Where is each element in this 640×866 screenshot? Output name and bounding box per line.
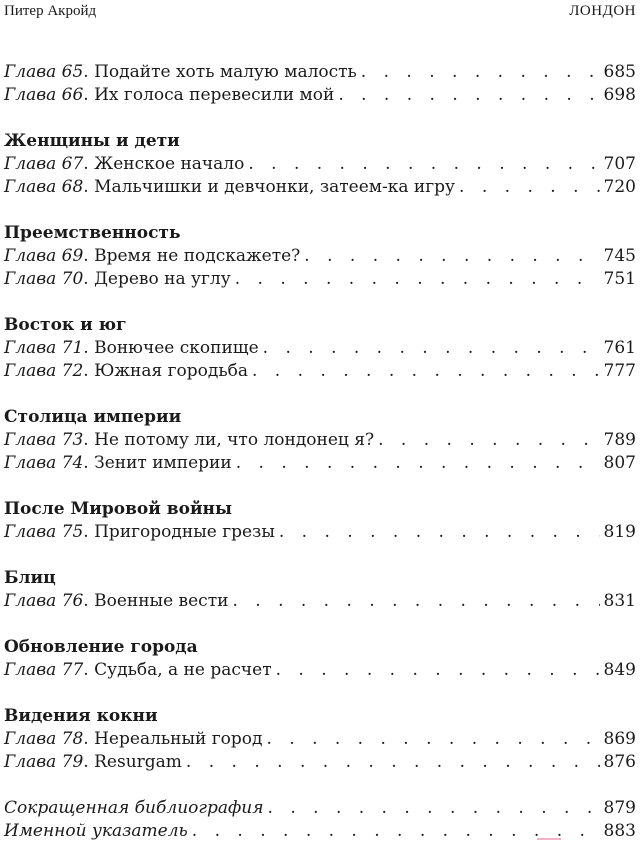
page-number: 720 [603,177,636,197]
page-number: 777 [603,361,636,381]
page-number: 819 [603,522,636,542]
toc-entry[interactable] [4,521,636,544]
page-number: 685 [603,62,636,82]
entry-label: Глава 73. Не потому ли, что лондонец я? [4,430,375,450]
chapter-title: Военные вести [94,591,229,611]
chapter-number: 78 [61,729,84,749]
chapter-word: Глава [4,729,57,749]
author-name: Питер Акройд [4,3,97,19]
toc-entry[interactable] [4,84,636,107]
toc-section [4,130,636,199]
section-title: Блиц [4,568,56,588]
dot-leader [263,337,600,360]
toc-entry[interactable] [4,360,636,383]
entry-label: Глава 71. Вонючее скопище [4,338,259,358]
chapter-word: Глава [4,85,57,105]
chapter-title: Resurgam [94,752,182,772]
toc-entry[interactable] [4,61,636,84]
page-number: 761 [603,338,636,358]
page-number: 831 [603,591,636,611]
running-head [4,0,636,22]
chapter-title: Мальчишки и девчонки, затеем-ка игру [94,177,456,197]
chapter-word: Глава [4,522,57,542]
dot-leader [186,751,600,774]
entry-label: Глава 70. Дерево на углу [4,269,231,289]
toc-entry[interactable] [4,590,636,613]
chapter-number: 67 [61,154,84,174]
dot-leader [361,61,600,84]
chapter-title: Вонючее скопище [94,338,259,358]
chapter-number: 74 [61,453,84,473]
page-number: 745 [603,246,636,266]
toc-section [4,567,636,613]
section-title: После Мировой войны [4,499,233,519]
dot-leader [279,521,600,544]
chapter-word: Глава [4,430,57,450]
toc-section [4,314,636,383]
page-number: 698 [603,85,636,105]
entry-label: Глава 74. Зенит империи [4,453,232,473]
toc-section [4,498,636,544]
dot-leader [268,797,600,820]
chapter-number: 75 [61,522,84,542]
toc-section [4,222,636,291]
chapter-number: 68 [61,177,84,197]
dot-leader [252,360,600,383]
chapter-title: Судьба, а не расчет [94,660,272,680]
toc-section [4,705,636,774]
chapter-word: Глава [4,62,57,82]
chapter-number: 79 [61,752,84,772]
toc-entry[interactable] [4,728,636,751]
toc-appendix [4,797,636,843]
table-of-contents [4,61,636,866]
chapter-word: Глава [4,338,57,358]
page-number: 789 [603,430,636,450]
chapter-word: Глава [4,591,57,611]
entry-label: Глава 67. Женское начало [4,154,245,174]
page-number: 707 [603,154,636,174]
toc-entry[interactable] [4,452,636,475]
dot-leader [378,429,599,452]
entry-label: Глава 72. Южная городьба [4,361,248,381]
chapter-title: Дерево на углу [94,269,231,289]
page-number: 879 [603,798,636,818]
pink-mark [537,838,561,840]
section-title: Видения кокни [4,706,158,726]
section-title: Обновление города [4,637,198,657]
dot-leader [232,590,599,613]
toc-entry[interactable] [4,245,636,268]
page-number: 807 [603,453,636,473]
entry-label: Глава 65. Подайте хоть малую малость [4,62,357,82]
chapter-title: Нереальный город [94,729,263,749]
toc-section [4,406,636,475]
page-number: 883 [603,821,636,841]
toc-entry[interactable] [4,176,636,199]
toc-section [4,61,636,107]
appendix-entry[interactable] [4,797,636,820]
dot-leader [338,84,599,107]
chapter-title: Время не подскажете? [94,246,301,266]
chapter-number: 73 [61,430,84,450]
entry-label: Глава 76. Военные вести [4,591,229,611]
page-number: 849 [603,660,636,680]
page-number: 869 [603,729,636,749]
chapter-title: Женское начало [94,154,245,174]
chapter-word: Глава [4,154,57,174]
chapter-number: 77 [61,660,84,680]
section-title: Восток и юг [4,315,127,335]
toc-entry[interactable] [4,751,636,774]
chapter-word: Глава [4,752,57,772]
dot-leader [276,659,600,682]
appendix-title: Сокращенная библиография [4,798,264,818]
chapter-word: Глава [4,453,57,473]
dot-leader [266,728,599,751]
dot-leader [459,176,600,199]
chapter-number: 65 [61,62,84,82]
section-title: Женщины и дети [4,131,180,151]
chapter-title: Южная городьба [94,361,248,381]
toc-entry[interactable] [4,268,636,291]
chapter-word: Глава [4,246,57,266]
chapter-title: Пригородные грезы [94,522,275,542]
chapter-word: Глава [4,177,57,197]
chapter-title: Зенит империи [94,453,232,473]
entry-label: Глава 79. Resurgam [4,752,182,772]
dot-leader [304,245,599,268]
entry-label: Глава 78. Нереальный город [4,729,263,749]
chapter-title: Подайте хоть малую малость [94,62,357,82]
chapter-word: Глава [4,660,57,680]
chapter-word: Глава [4,269,57,289]
toc-entry[interactable] [4,659,636,682]
entry-label: Глава 69. Время не подскажете? [4,246,301,266]
dot-leader [236,452,600,475]
chapter-number: 72 [61,361,84,381]
chapter-title: Не потому ли, что лондонец я? [94,430,375,450]
toc-entry[interactable] [4,337,636,360]
chapter-title: Их голоса перевесили мой [94,85,335,105]
toc-entry[interactable] [4,153,636,176]
chapter-number: 70 [61,269,84,289]
appendix-title: Именной указатель [4,821,188,841]
chapter-number: 71 [61,338,84,358]
chapter-word: Глава [4,361,57,381]
page-number: 876 [603,752,636,772]
section-title: Столица империи [4,407,182,427]
book-title: ЛОНДОН [569,3,636,19]
toc-section [4,636,636,682]
toc-entry[interactable] [4,429,636,452]
chapter-number: 66 [61,85,84,105]
chapter-number: 69 [61,246,84,266]
entry-label: Глава 66. Их голоса перевесили мой [4,85,335,105]
chapter-number: 76 [61,591,84,611]
entry-label: Глава 75. Пригородные грезы [4,522,275,542]
entry-label: Глава 77. Судьба, а не расчет [4,660,272,680]
entry-label: Глава 68. Мальчишки и девчонки, затеем-ка игру [4,177,456,197]
page-number: 751 [603,269,636,289]
section-title: Преемственность [4,223,181,243]
dot-leader [248,153,599,176]
dot-leader [235,268,600,291]
